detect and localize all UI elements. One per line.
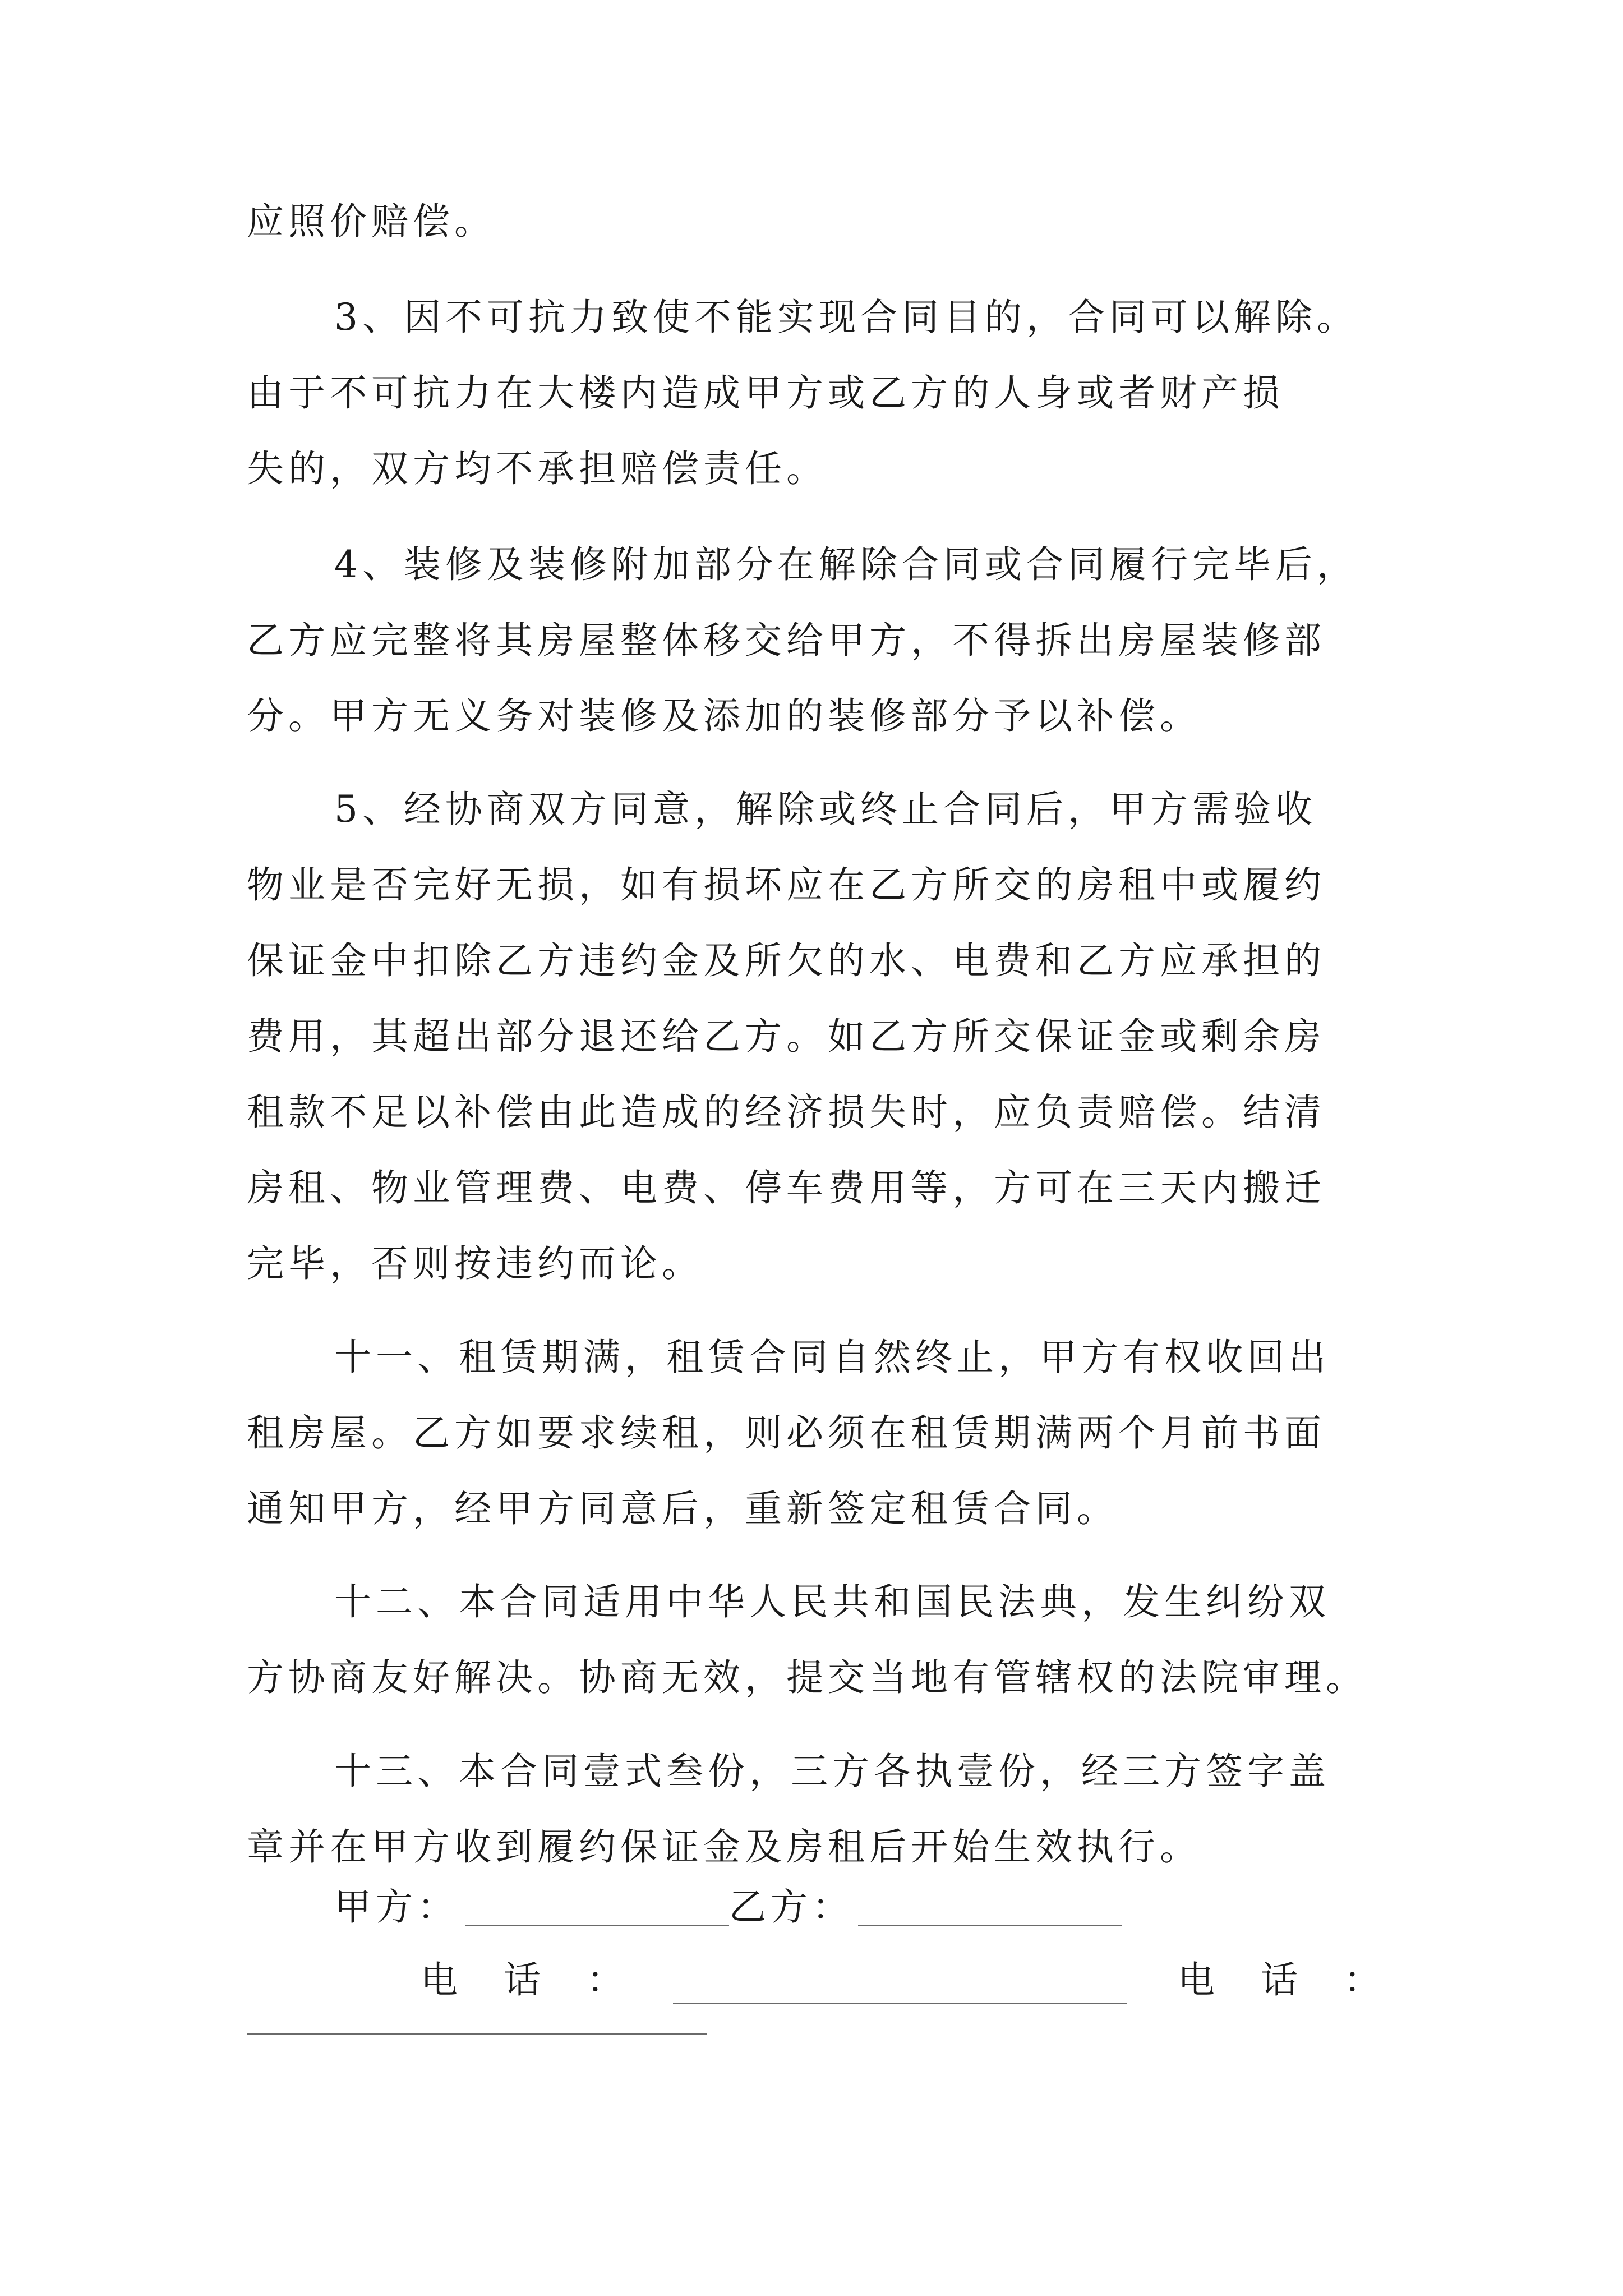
text-line: 房租、物业管理费、电费、停车费用等，方可在三天内搬迁 bbox=[247, 1166, 1326, 1209]
party-b-label: 乙方： bbox=[729, 1885, 854, 1929]
party-a-phone-label: 电 话 ： bbox=[421, 1958, 628, 2001]
text-line: 通知甲方，经甲方同意后，重新签定租赁合同。 bbox=[247, 1487, 1118, 1530]
text-line: 十三、本合同壹式叁份，三方各执壹份，经三方签字盖 bbox=[334, 1750, 1330, 1793]
text-line: 物业是否完好无损，如有损坏应在乙方所交的房租中或履约 bbox=[247, 863, 1326, 907]
text-line: 应照价赔偿。 bbox=[247, 200, 496, 243]
text-line: 章并在甲方收到履约保证金及房租后开始生效执行。 bbox=[247, 1825, 1201, 1869]
party-a-signature-line bbox=[465, 1925, 729, 1926]
party-a-label: 甲方： bbox=[334, 1885, 459, 1929]
text-line: 4、装修及装修附加部分在解除合同或合同履行完毕后， bbox=[334, 543, 1358, 586]
text-line: 3、因不可抗力致使不能实现合同目的，合同可以解除。 bbox=[334, 296, 1358, 339]
text-line: 乙方应完整将其房屋整体移交给甲方，不得拆出房屋装修部 bbox=[247, 619, 1326, 662]
text-line: 分。甲方无义务对装修及添加的装修部分予以补偿。 bbox=[247, 694, 1201, 738]
party-a-phone-line bbox=[673, 2003, 1127, 2004]
text-line: 保证金中扣除乙方违约金及所欠的水、电费和乙方应承担的 bbox=[247, 939, 1326, 982]
text-line: 由于不可抗力在大楼内造成甲方或乙方的人身或者财产损 bbox=[247, 371, 1284, 415]
party-b-phone-label: 电 话 ： bbox=[1178, 1958, 1385, 2001]
party-b-phone-line bbox=[247, 2033, 707, 2035]
party-b-signature-line bbox=[858, 1925, 1122, 1926]
text-line: 租款不足以补偿由此造成的经济损失时，应负责赔偿。结清 bbox=[247, 1091, 1326, 1134]
text-line: 费用，其超出部分退还给乙方。如乙方所交保证金或剩余房 bbox=[247, 1015, 1326, 1058]
text-line: 完毕，否则按违约而论。 bbox=[247, 1242, 703, 1285]
text-line: 方协商友好解决。协商无效，提交当地有管辖权的法院审理。 bbox=[247, 1656, 1367, 1699]
text-line: 失的，双方均不承担赔偿责任。 bbox=[247, 447, 828, 490]
text-line: 租房屋。乙方如要求续租，则必须在租赁期满两个月前书面 bbox=[247, 1411, 1326, 1455]
text-line: 十二、本合同适用中华人民共和国民法典，发生纠纷双 bbox=[334, 1580, 1330, 1623]
text-line: 十一、租赁期满，租赁合同自然终止，甲方有权收回出 bbox=[334, 1336, 1330, 1379]
text-line: 5、经协商双方同意，解除或终止合同后，甲方需验收 bbox=[334, 788, 1317, 831]
